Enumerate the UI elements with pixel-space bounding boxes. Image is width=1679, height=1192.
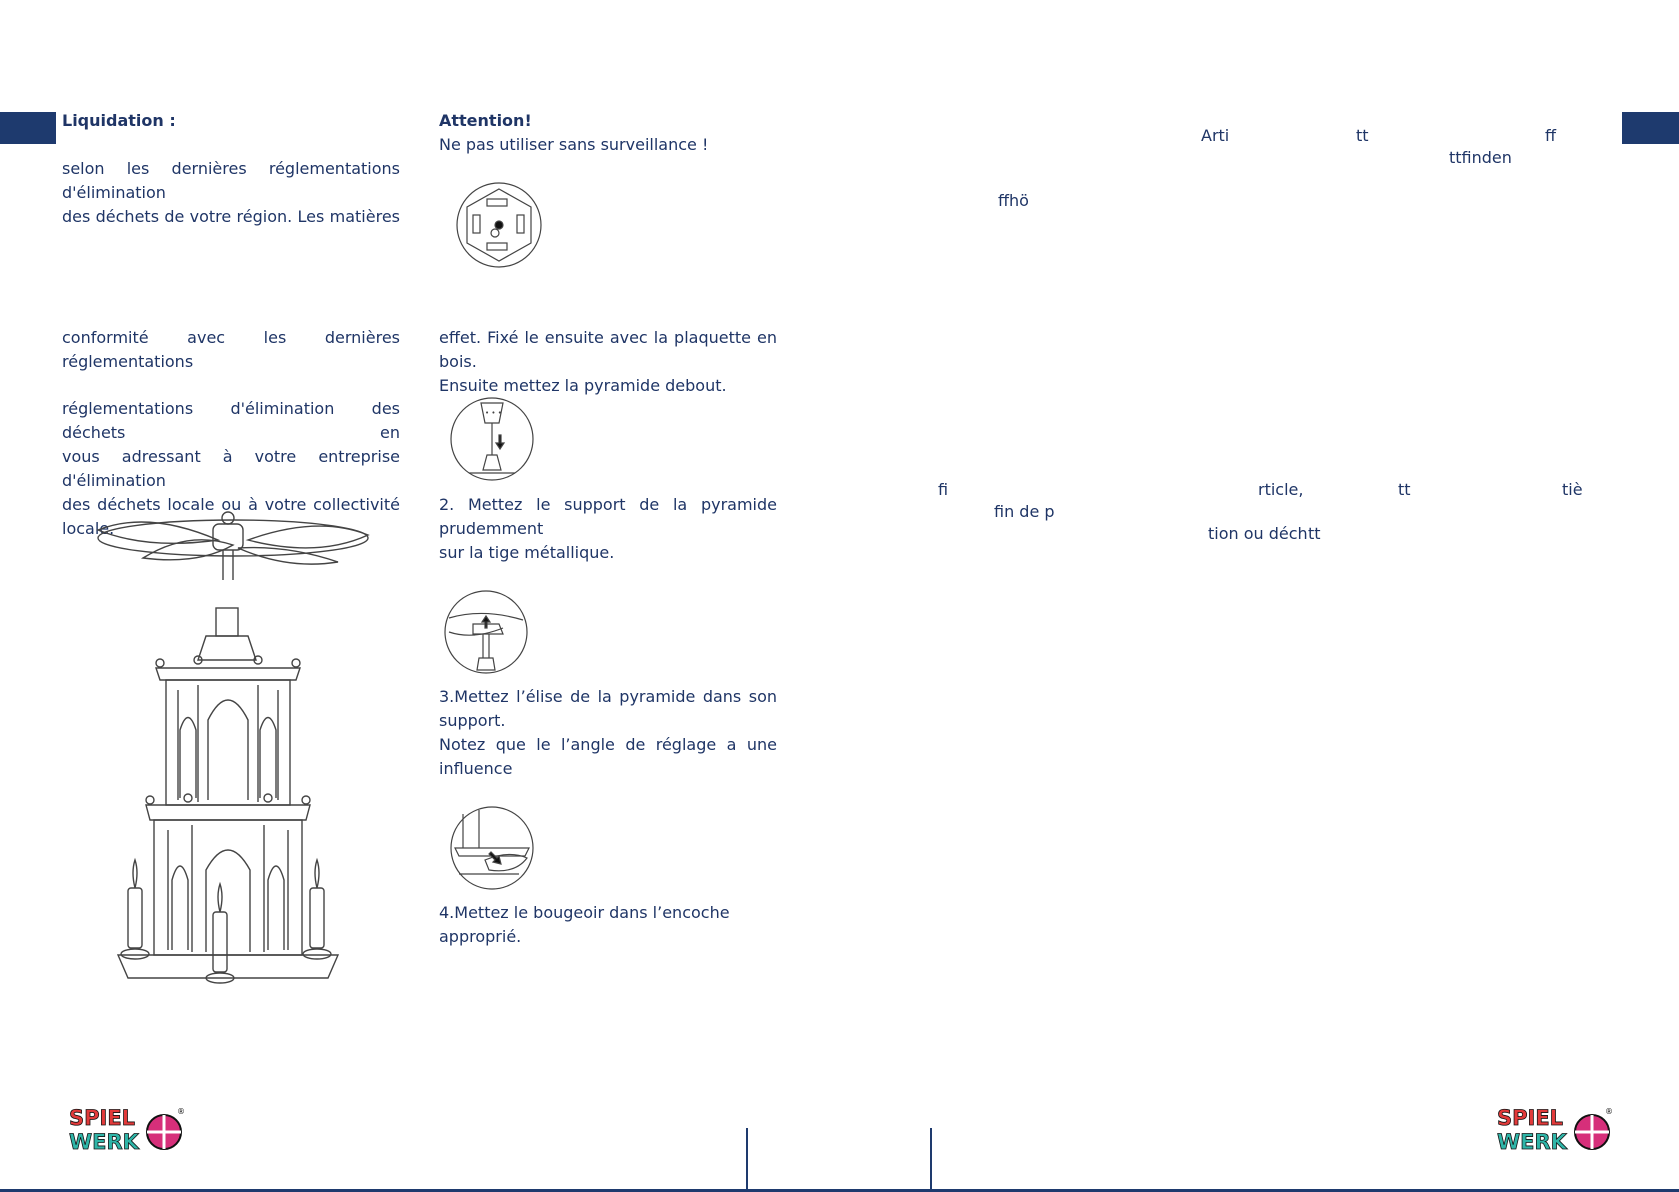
text-line: effet. Fixé le ensuite avec la plaquette en bois.	[439, 328, 777, 371]
text-line: sur la tige métallique.	[439, 543, 615, 562]
text-fragment: ttfinden	[1449, 148, 1512, 167]
registered-mark: ®	[177, 1107, 185, 1116]
text-line: conformité avec les dernières réglementations	[62, 328, 400, 371]
text-line: Ensuite mettez la pyramide debout.	[439, 376, 727, 395]
step-4-text: 4.Mettez le bougeoir dans l’encoche approprié.	[439, 903, 730, 946]
liquidation-para-1	[62, 157, 400, 229]
svg-text:SPIEL	[1497, 1106, 1563, 1130]
text-fragment: tt	[1308, 524, 1321, 543]
text-fragment: tt	[1356, 126, 1369, 145]
logo-text: SPIEL	[1497, 1106, 1564, 1130]
registered-mark: ®	[1605, 1107, 1613, 1116]
svg-text:SPIEL	[69, 1106, 135, 1130]
svg-text:WERK	[69, 1130, 140, 1154]
text-line: Notez que le l’angle de réglage a une influence	[439, 735, 777, 778]
text-line: 2. Mettez le support de la pyramide prudemment	[439, 495, 777, 538]
logo-text: SPIEL	[69, 1106, 136, 1130]
footer-divider-right	[930, 1128, 932, 1190]
logo-text: WERK	[69, 1130, 139, 1154]
text-fragment: tiè	[1562, 480, 1583, 499]
text-fragment: ffhö	[998, 191, 1029, 210]
svg-text:WERK	[1497, 1130, 1568, 1154]
step-illustration-2	[449, 395, 535, 483]
text-fragment: tion ou déch	[1208, 524, 1308, 543]
logo-text: WERK	[1497, 1130, 1567, 1154]
text-fragment: Arti	[1201, 126, 1230, 145]
text-line: selon les dernières réglementations d'élimination	[62, 159, 400, 202]
step-illustration-3	[443, 588, 529, 676]
step-3-text	[439, 685, 777, 781]
pyramid-illustration	[88, 500, 378, 995]
step-illustration-1	[455, 181, 543, 269]
step-illustration-4	[449, 804, 535, 892]
left-page-tab	[0, 112, 56, 144]
text-line: 3.Mettez l’élise de la pyramide dans son support.	[439, 687, 777, 730]
text-fragment: tt	[1398, 480, 1411, 499]
text-fragment: rticle,	[1258, 480, 1304, 499]
attention-heading: Attention!	[439, 111, 532, 130]
text-line: vous adressant à votre entreprise d'élimination	[62, 447, 400, 490]
liquidation-para-2	[62, 326, 400, 374]
right-page-tab	[1622, 112, 1679, 144]
text-line: des déchets locale ou à votre collectivité locale.	[62, 495, 400, 538]
step-2-text	[439, 493, 777, 565]
attention-subheading: Ne pas utiliser sans surveillance !	[439, 135, 709, 154]
spielwerk-logo-left	[68, 1104, 188, 1156]
text-line: réglementations d'élimination des déchets en	[62, 399, 400, 442]
text-fragment: ff	[1545, 126, 1557, 145]
step-1-text	[439, 326, 777, 398]
spielwerk-logo-right	[1496, 1104, 1616, 1156]
svg-text:• • •: • • •	[485, 409, 502, 417]
liquidation-heading: Liquidation :	[62, 111, 176, 130]
text-fragment: fi	[938, 480, 949, 499]
footer-divider-left	[746, 1128, 748, 1190]
text-line: des déchets de votre région. Les matières	[62, 207, 400, 226]
text-fragment: fin de p	[994, 502, 1055, 521]
